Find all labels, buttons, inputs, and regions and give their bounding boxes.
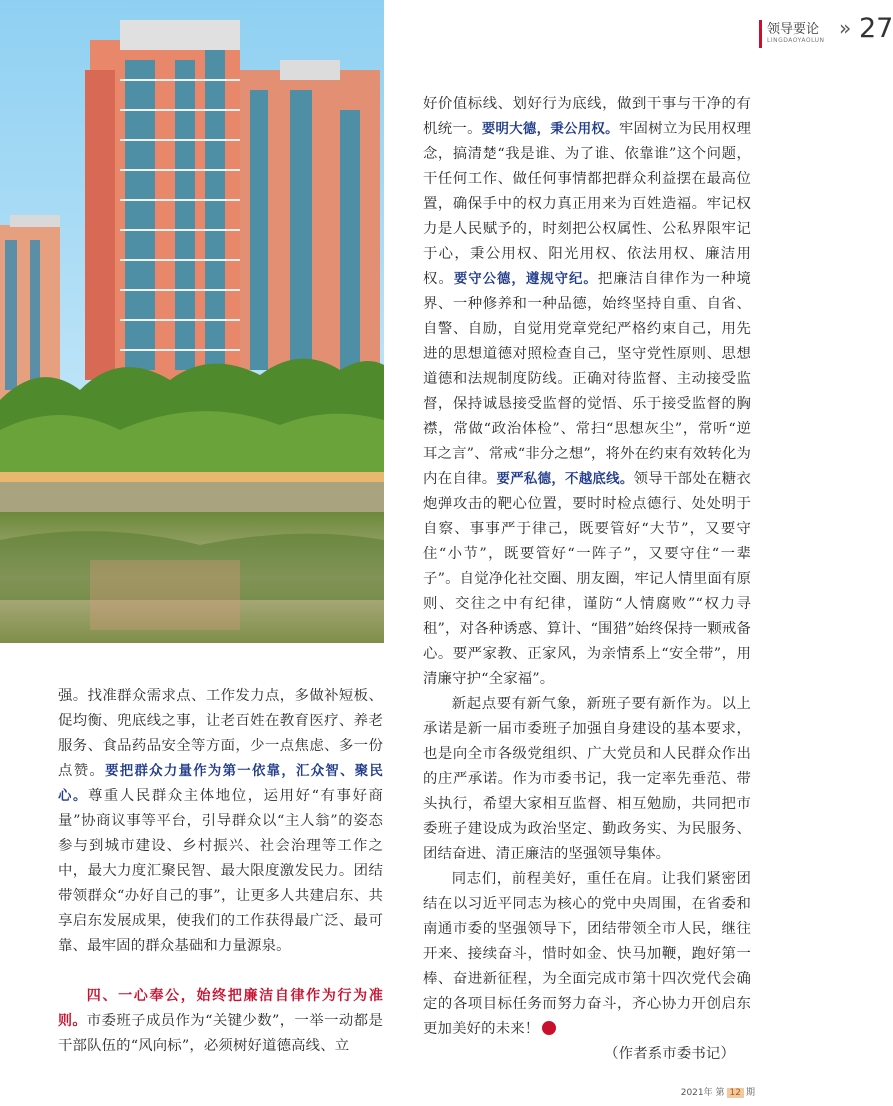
author-note: （作者系市委书记） <box>604 1046 735 1062</box>
text-run: 好价值标线、划好行为底线，做到干事与干净的有机统一。 <box>423 96 751 137</box>
highlight-phrase: 要严私德，不越底线。 <box>496 472 634 487</box>
page-footer <box>681 1085 755 1098</box>
text-run: 强。找准群众需求点、工作发力点，多做补短板、促均衡、兜底线之事，让老百姓在教育医疗、养老服务、食品药品安全等方面，少一点焦虑、多一份点赞。 <box>58 688 383 779</box>
text-run: 领导干部处在糖衣炮弹攻击的靶心位置，要时时检点德行、处处明于自察、事事严于律己，既要管好“大节”，又要守住“小节”，既要管好“一阵子”，又要守住“一辈子”。自觉净化社交圈、朋友圈，牢记人情里面有原则、交往之中有纪律，谨防“人情腐败”“权力寻租”，对各种诱惑、算计、“围猎”始终保持一颗戒备心。要严家教、正家风，为亲情系上“安全带”，用清廉守护“全家福”。 <box>423 471 752 687</box>
right-text-column <box>423 92 751 1067</box>
highlight-phrase: 要守公德，遵规守纪。 <box>453 272 598 287</box>
text-run: 市委班子成员作为“关键少数”，一举一动都是干部队伍的“风向标”，必须树好道德高线、立 <box>58 1013 383 1054</box>
text-run: 同志们，前程美好，重任在肩。让我们紧密团结在以习近平同志为核心的党中央周围，在省委和南通市委的坚强领导下，团结带领全市人民，继往开来、接续奋斗，惜时如金、快马加鞭，跑好第一棒、奋进新征程，为全面完成市第十四次党代会确定的各项目标任务而努力奋斗，齐心协力开创启东更加美好的未来！ <box>423 871 751 1037</box>
paragraph-spacer <box>58 959 383 984</box>
buildings-river-image <box>0 0 384 643</box>
paragraph <box>58 684 383 959</box>
highlight-phrase: 要把群众力量作为第一依靠，汇众智、聚民心。 <box>58 764 384 804</box>
page-number: 27 <box>859 13 893 44</box>
footer-qi: 期 <box>745 1088 755 1098</box>
paragraph <box>58 984 383 1059</box>
section-pinyin: LINGDAOYAOLUN <box>767 37 825 44</box>
paragraph <box>423 867 751 1042</box>
paragraph <box>423 92 751 692</box>
end-mark-icon <box>542 1021 556 1035</box>
header-accent-bar <box>759 20 762 48</box>
footer-year: 2021年 <box>680 1088 713 1098</box>
double-chevron-icon: » <box>839 16 852 40</box>
cover-photo <box>0 0 384 643</box>
footer-di: 第 <box>715 1088 725 1098</box>
paragraph: 新起点要有新气象，新班子要有新作为。以上承诺是新一届市委班子加强自身建设的基本要求，也是向全市各级党组织、广大党员和人民群众作出的庄严承诺。作为市委书记，我一定率先垂范、带头执行，希望大家相互监督、相互勉励，共同把市委班子建设成为政治坚定、勤政务实、为民服务、团结奋进、清正廉洁的坚强领导集体。 <box>423 696 751 862</box>
highlight-phrase: 要明大德，秉公用权。 <box>481 122 619 137</box>
text-run: 把廉洁自律作为一种境界、一种修养和一种品德，始终坚持自重、自省、自警、自励，自觉用党章党纪严格约束自己，用先进的思想道德对照检查自己，坚守党性原则、思想道德和法规制度防线。正确对待监督、主动接受监督，保持诚恳接受监督的觉悟、乐于接受监督的胸襟，常做“政治体检”、常扫“思想灰尘”，常听“逆耳之言”、常戒“非分之想”，将外在约束有效转化为内在自律。 <box>423 271 751 487</box>
left-text-column <box>58 684 383 1059</box>
text-run: 牢固树立为民用权理念，搞清楚“我是谁、为了谁、依靠谁”这个问题，干任何工作、做任何事情都把群众利益摆在最高位置，确保手中的权力真正用来为百姓造福。牢记权力是人民赋予的，时刻把公权属性、公私界限牢记于心，秉公用权、阳光用权、依法用权、廉洁用权。 <box>423 121 751 287</box>
section-title: 领导要论 <box>767 22 820 37</box>
text-run: 尊重人民群众主体地位，运用好“有事好商量”协商议事等平台，引导群众以“主人翁”的姿态参与到城市建设、乡村振兴、社会治理等工作之中，最大力度汇聚民智、最大限度激发民力。团结带领群众“办好自己的事”，让更多人共建启东、共享启东发展成果，使我们的工作获得最广泛、最可靠、最牢固的群众基础和力量源泉。 <box>58 788 383 954</box>
section-heading: 四、一心奉公，始终把廉洁自律作为行为准则。 <box>58 988 383 1029</box>
issue-number: 12 <box>727 1088 744 1098</box>
